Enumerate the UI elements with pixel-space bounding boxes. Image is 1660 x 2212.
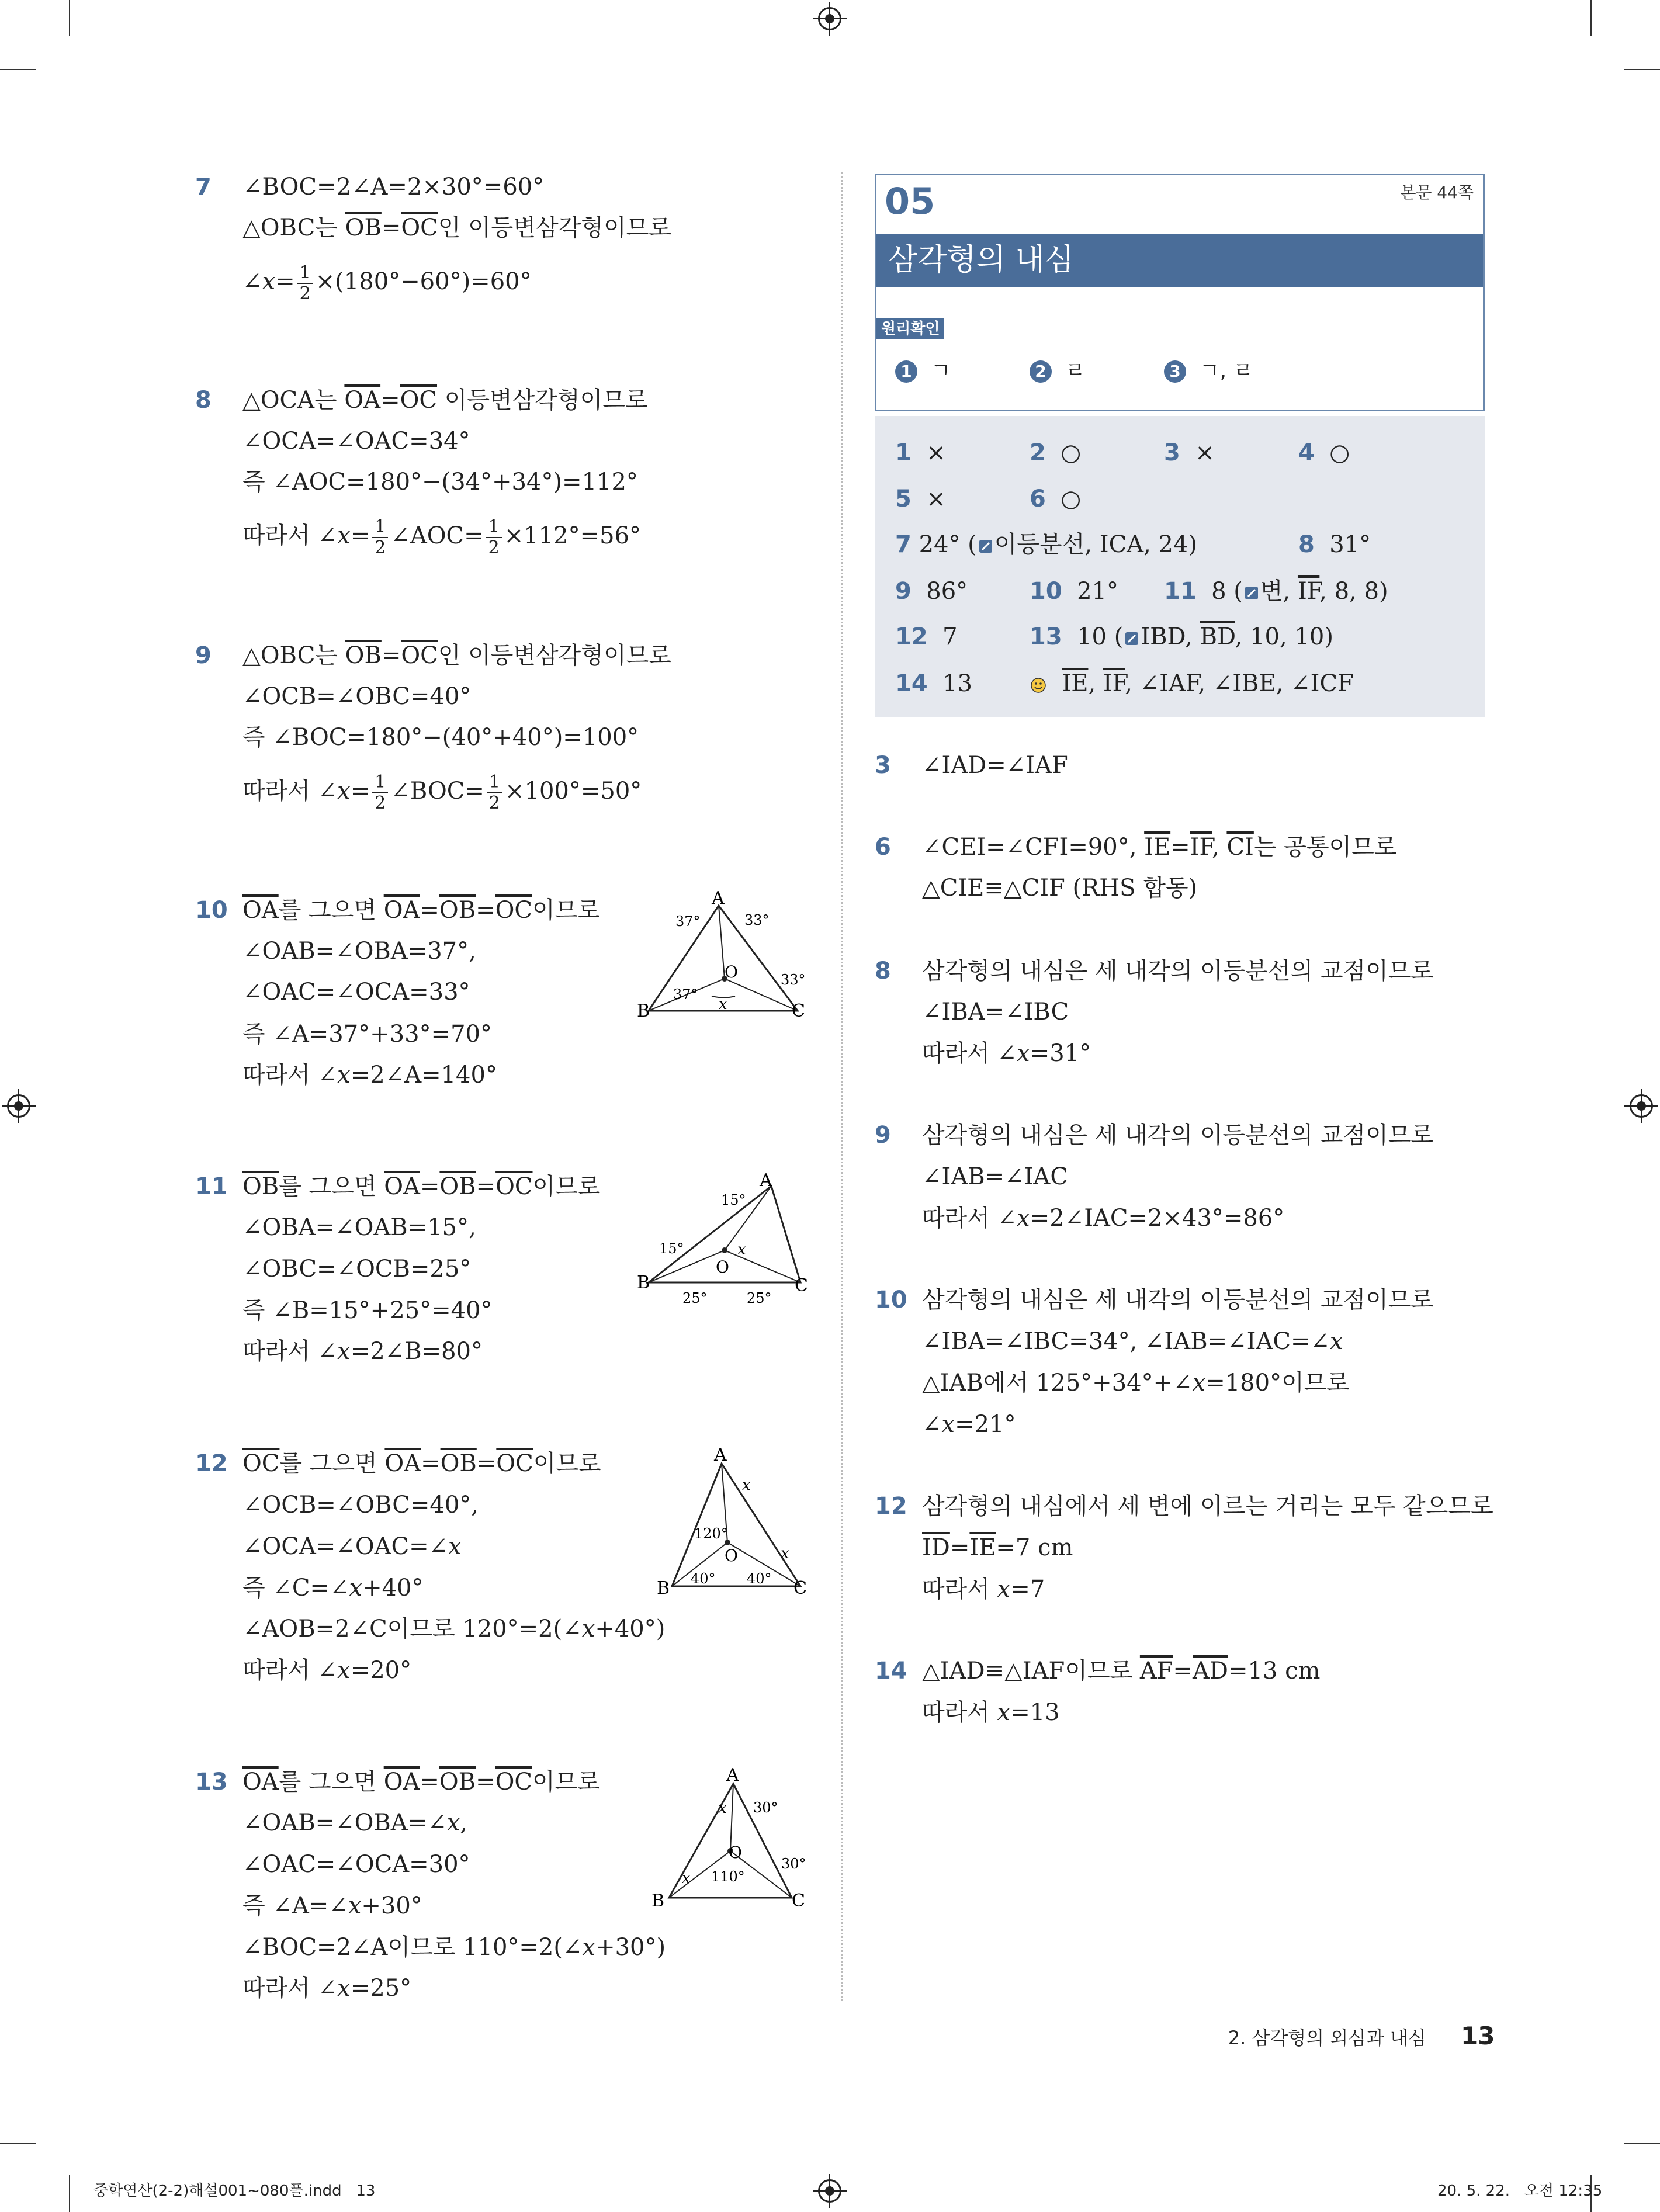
solution-line: 따라서 ∠x=31° <box>922 1040 1091 1067</box>
pencil-icon <box>1123 630 1141 647</box>
solution-line: △CIE≡△CIF (RHS 합동) <box>922 875 1198 902</box>
svg-text:C: C <box>793 1578 807 1599</box>
registration-mark-icon <box>7 1094 30 1118</box>
solution-line: △IAB에서 125°+34°+∠x=180°이므로 <box>922 1370 1349 1396</box>
svg-text:O: O <box>725 962 738 982</box>
solution-line: 따라서 ∠x=2∠B=80° <box>242 1338 483 1365</box>
answer-item: 4 ○ <box>1298 439 1350 466</box>
svg-text:40°: 40° <box>691 1570 716 1587</box>
section-header-box <box>875 174 1485 411</box>
page-number: 13 <box>1461 2022 1495 2050</box>
smiley-icon <box>1030 677 1047 694</box>
solution-line: $\overline{OA}$를 그으면 $\overline{OA}=\overline{OB}=\overline{OC}$이므로 <box>242 897 600 924</box>
svg-text:O: O <box>729 1843 742 1862</box>
problem-number: 10 <box>875 1287 907 1313</box>
crop-mark <box>1590 0 1592 36</box>
problem-number: 3 <box>875 752 891 779</box>
problem-number: 10 <box>195 897 228 924</box>
answer-item: 7 24° ( 이등분선, ICA, 24) <box>895 531 1197 558</box>
problem-number: 12 <box>875 1493 907 1520</box>
solution-line: 즉 ∠A=∠x+30° <box>242 1892 422 1919</box>
problem-number: 8 <box>195 387 212 414</box>
svg-text:A: A <box>714 1446 727 1465</box>
solution-line: ∠BOC=2∠A이므로 110°=2(∠x+30°) <box>242 1934 666 1961</box>
svg-text:15°: 15° <box>721 1192 746 1208</box>
svg-text:C: C <box>795 1275 808 1296</box>
answer-item: $\overline{IE}$, $\overline{IF}$, ∠IAF, ∠IBE, ∠ICF <box>1030 666 1354 701</box>
svg-text:C: C <box>792 1891 805 1911</box>
solution-line: ∠OBA=∠OAB=15°, <box>242 1214 476 1241</box>
section-title-bar <box>876 234 1483 287</box>
svg-text:x: x <box>718 1800 727 1817</box>
svg-text:30°: 30° <box>753 1800 778 1816</box>
problem-number: 14 <box>875 1658 907 1684</box>
solution-line: ∠OCA=∠OAC=∠x <box>242 1533 462 1560</box>
svg-text:B: B <box>651 1891 665 1911</box>
registration-mark-icon <box>818 2179 841 2203</box>
solution-line: △OCA는 $\overline{OA}=\overline{OC}$ 이등변삼각형이므로 <box>242 387 648 414</box>
solution-line: 삼각형의 내심에서 세 변에 이르는 거리는 모두 같으므로 <box>922 1493 1493 1520</box>
section-number: 05 <box>885 180 935 223</box>
solution-line: △OBC는 $\overline{OB}=\overline{OC}$인 이등변삼각형이므로 <box>242 642 671 669</box>
triangle-diagram-11 <box>637 1169 812 1309</box>
solution-line: 따라서 ∠x=2∠IAC=2×43°=86° <box>922 1205 1285 1232</box>
solution-line: $\overline{ID}=\overline{IE}=7$ cm <box>922 1534 1073 1561</box>
triangle-diagram-10 <box>637 891 812 1031</box>
svg-text:A: A <box>726 1765 739 1785</box>
solution-line: ∠CEI=∠CFI=90°, $\overline{IE}=\overline{IF}$, $\overline{CI}$는 공통이므로 <box>922 834 1397 861</box>
triangle-diagram-13 <box>646 1763 815 1915</box>
svg-text:A: A <box>712 891 725 909</box>
problem-number: 11 <box>195 1173 228 1200</box>
svg-text:C: C <box>792 1001 805 1021</box>
triangle-diagram-12 <box>654 1446 818 1604</box>
solution-line: 즉 ∠A=37°+33°=70° <box>242 1021 492 1048</box>
svg-text:B: B <box>637 1273 650 1293</box>
answer-item: 8 31° <box>1298 531 1371 558</box>
solution-line: ∠OAC=∠OCA=33° <box>242 979 470 1006</box>
pencil-icon <box>1243 584 1260 602</box>
registration-mark-icon <box>818 7 841 30</box>
column-divider <box>841 172 843 2001</box>
problem-number: 7 <box>195 174 212 200</box>
solution-line: ∠OCB=∠OBC=40°, <box>242 1492 479 1518</box>
principle-answer: 2 ㄹ <box>1030 356 1086 386</box>
print-date: 20. 5. 22. 오전 12:35 <box>1437 2182 1603 2200</box>
answer-item: 6 ○ <box>1030 486 1082 512</box>
problem-number: 6 <box>875 834 891 861</box>
solution-line: ∠AOB=2∠C이므로 120°=2(∠x+40°) <box>242 1615 666 1642</box>
svg-text:33°: 33° <box>781 972 806 988</box>
solution-line: 삼각형의 내심은 세 내각의 이등분선의 교점이므로 <box>922 1122 1434 1149</box>
answer-item: 1 × <box>895 439 946 466</box>
svg-text:O: O <box>725 1546 738 1565</box>
answer-item: 9 86° <box>895 578 968 605</box>
section-title: 삼각형의 내심 <box>888 242 1074 278</box>
solution-line: 삼각형의 내심은 세 내각의 이등분선의 교점이므로 <box>922 958 1434 984</box>
solution-line: 따라서 x=13 <box>922 1699 1060 1726</box>
crop-mark <box>69 2175 70 2212</box>
solution-line: ∠IAD=∠IAF <box>922 752 1068 779</box>
solution-line: △OBC는 $\overline{OB}=\overline{OC}$인 이등변삼각형이므로 <box>242 214 671 241</box>
solution-line: ∠OAB=∠OBA=∠x, <box>242 1809 468 1836</box>
svg-text:37°: 37° <box>675 913 701 930</box>
crop-mark <box>0 69 36 70</box>
solution-line: ∠OCB=∠OBC=40° <box>242 683 472 710</box>
solution-line: $\overline{OC}$를 그으면 $\overline{OA}=\overline{OB}=\overline{OC}$이므로 <box>242 1450 601 1477</box>
solution-line: ∠OAC=∠OCA=30° <box>242 1851 470 1878</box>
principle-answer: 1 ㄱ <box>895 356 951 386</box>
svg-text:x: x <box>719 996 727 1013</box>
svg-text:x: x <box>737 1241 746 1258</box>
answer-item: 2 ○ <box>1030 439 1082 466</box>
problem-number: 8 <box>875 958 891 984</box>
answer-summary-box <box>875 416 1485 717</box>
fraction: $\frac{1}{2}$ <box>297 263 313 304</box>
svg-text:40°: 40° <box>747 1570 772 1587</box>
svg-text:15°: 15° <box>659 1240 684 1257</box>
svg-text:x: x <box>742 1476 751 1494</box>
page-reference: 본문 44쪽 <box>1400 183 1474 202</box>
svg-text:33°: 33° <box>744 912 770 928</box>
solution-line: ∠BOC=2∠A=2×30°=60° <box>242 174 545 200</box>
svg-text:x: x <box>682 1870 691 1887</box>
answer-item: 5 × <box>895 486 946 512</box>
solution-line: 따라서 ∠x=20° <box>242 1657 412 1684</box>
problem-number: 9 <box>195 642 212 669</box>
answer-item: 14 13 <box>895 670 973 697</box>
chapter-title: 2. 삼각형의 외심과 내심 <box>1228 2027 1426 2049</box>
principle-label: 원리확인 <box>876 318 944 339</box>
solution-line: △IAD≡△IAF이므로 $\overline{AF}=\overline{AD}=13$ cm <box>922 1658 1321 1684</box>
problem-number: 12 <box>195 1450 228 1477</box>
solution-line: 따라서 ∠x= $\frac{1}{2}$ ∠BOC= $\frac{1}{2}$ ×100°=50° <box>242 772 642 813</box>
svg-text:37°: 37° <box>673 986 698 1003</box>
solution-line: 따라서 ∠x=25° <box>242 1975 412 2002</box>
answer-item: 10 21° <box>1030 578 1119 605</box>
solution-line: 삼각형의 내심은 세 내각의 이등분선의 교점이므로 <box>922 1287 1434 1313</box>
file-info: 중학연산(2-2)해설001~080플.indd 13 <box>93 2182 376 2200</box>
solution-line: $\overline{OB}$를 그으면 $\overline{OA}=\overline{OB}=\overline{OC}$이므로 <box>242 1173 601 1200</box>
problem-number: 9 <box>875 1122 891 1149</box>
crop-mark <box>1624 2143 1660 2144</box>
svg-text:110°: 110° <box>711 1868 745 1885</box>
svg-text:B: B <box>657 1578 670 1599</box>
answer-item: 12 7 <box>895 623 958 650</box>
solution-line: ∠IBA=∠IBC <box>922 998 1069 1025</box>
solution-line: 따라서 ∠x= $\frac{1}{2}$ ∠AOC= $\frac{1}{2}$ ×112°=56° <box>242 516 642 558</box>
solution-line: ∠x= $\frac{1}{2}$ ×(180°−60°)=60° <box>242 262 532 304</box>
crop-mark <box>1624 69 1660 70</box>
solution-line: 즉 ∠AOC=180°−(34°+34°)=112° <box>242 469 638 495</box>
answer-item: 11 8 ( 변, $\overline{IF}$, 8, 8) <box>1164 578 1388 605</box>
solution-line: 즉 ∠BOC=180°−(40°+40°)=100° <box>242 724 639 751</box>
solution-line: 즉 ∠B=15°+25°=40° <box>242 1297 493 1324</box>
svg-text:120°: 120° <box>694 1525 728 1542</box>
registration-mark-icon <box>1630 1094 1653 1118</box>
svg-text:25°: 25° <box>682 1290 708 1306</box>
principle-answer: 3 ㄱ, ㄹ <box>1164 356 1253 386</box>
solution-line: 따라서 x=7 <box>922 1576 1045 1603</box>
solution-line: ∠x=21° <box>922 1411 1016 1438</box>
solution-line: ∠IBA=∠IBC=34°, ∠IAB=∠IAC=∠x <box>922 1328 1343 1355</box>
crop-mark <box>0 2143 36 2144</box>
svg-text:O: O <box>716 1257 729 1277</box>
solution-line: ∠OAB=∠OBA=37°, <box>242 938 476 965</box>
answer-item: 13 10 ( IBD, $\overline{BD}$, 10, 10) <box>1030 623 1333 650</box>
svg-text:x: x <box>781 1545 789 1562</box>
svg-text:B: B <box>637 1001 650 1021</box>
solution-line: $\overline{OA}$를 그으면 $\overline{OA}=\overline{OB}=\overline{OC}$이므로 <box>242 1769 600 1795</box>
svg-text:25°: 25° <box>747 1290 772 1306</box>
answer-item: 3 × <box>1164 439 1215 466</box>
pencil-icon <box>977 538 994 555</box>
problem-number: 13 <box>195 1769 228 1795</box>
solution-line: 즉 ∠C=∠x+40° <box>242 1575 424 1601</box>
svg-text:A: A <box>760 1170 772 1191</box>
crop-mark <box>69 0 70 36</box>
solution-line: ∠OCA=∠OAC=34° <box>242 428 470 455</box>
solution-line: ∠IAB=∠IAC <box>922 1163 1068 1190</box>
svg-text:30°: 30° <box>781 1856 806 1872</box>
solution-line: ∠OBC=∠OCB=25° <box>242 1256 472 1282</box>
solution-line: 따라서 ∠x=2∠A=140° <box>242 1062 497 1088</box>
